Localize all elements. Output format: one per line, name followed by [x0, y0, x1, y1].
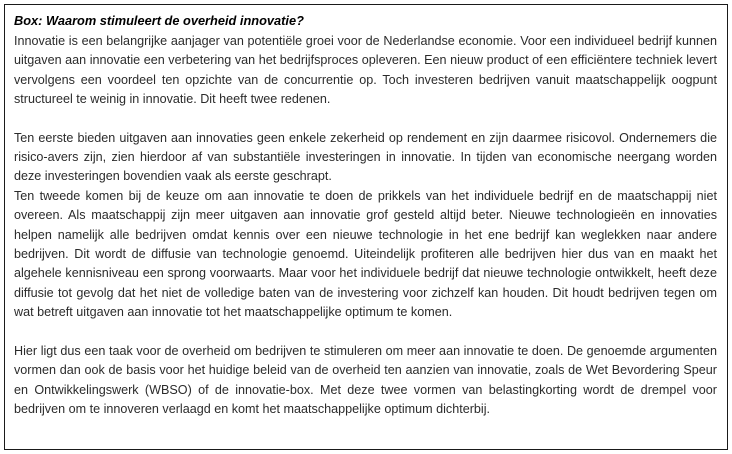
box-title: Box: Waarom stimuleert de overheid innovatie?: [14, 13, 304, 28]
paragraph-intro: Innovatie is een belangrijke aanjager van potentiële groei voor de Nederlandse economie. Voor een individueel bedrijf kunnen uitgaven aan innovatie een verbetering van het bedrijfsproces opleveren. Een nieuw product of een efficiëntere techniek levert vervolgens een voordeel ten opzichte van de concurrentie op. Toch investeren bedrijven vanuit maatschappelijk oogpunt structureel te weinig in innovatie. Dit heeft twee redenen.: [14, 34, 717, 107]
paragraph-second-reason: Ten tweede komen bij de keuze om aan innovatie te doen de prikkels van het individuele bedrijf en de maatschappij niet overeen. Als maatschappij zijn meer uitgaven aan innovatie grof gesteld altijd beter. Nieuwe technologieën en innovaties helpen namelijk alle bedrijven omdat kennis over een nieuwe technologie in het ene bedrijf kan weglekken naar andere bedrijven. Dit wordt de diffusie van technologie genoemd. Uiteindelijk profiteren alle bedrijven hier dus van en maakt het algehele kennisniveau een sprong voorwaarts. Maar voor het individuele bedrijf dat nieuwe technologie ontwikkelt, heeft deze diffusie tot gevolg dat het niet de volledige baten van de investering voor zichzelf kan houden. Dit houdt bedrijven tegen om wat betreft uitgaven aan innovatie tot het maatschappelijke optimum te komen.: [14, 188, 717, 320]
info-box: [4, 4, 728, 450]
paragraph-first-reason: Ten eerste bieden uitgaven aan innovaties geen enkele zekerheid op rendement en zijn daarmee risicovol. Ondernemers die risico-avers zijn, zien hierdoor af van substantiële investeringen in innovatie. In tijden van economische neergang worden deze investeringen bovendien vaak als eerste geschrapt.: [14, 130, 717, 184]
paragraph-conclusion: Hier ligt dus een taak voor de overheid om bedrijven te stimuleren om meer aan innovatie te doen. De genoemde argumenten vormen dan ook de basis voor het huidige beleid van de overheid ten aanzien van innovatie, zoals de Wet Bevordering Speur en Ontwikkelingswerk (WBSO) of de innovatie-box. Met deze twee vormen van belastingkorting wordt de drempel voor bedrijven om te innoveren verlaagd en komt het maatschappelijke optimum dichterbij.: [14, 343, 717, 416]
